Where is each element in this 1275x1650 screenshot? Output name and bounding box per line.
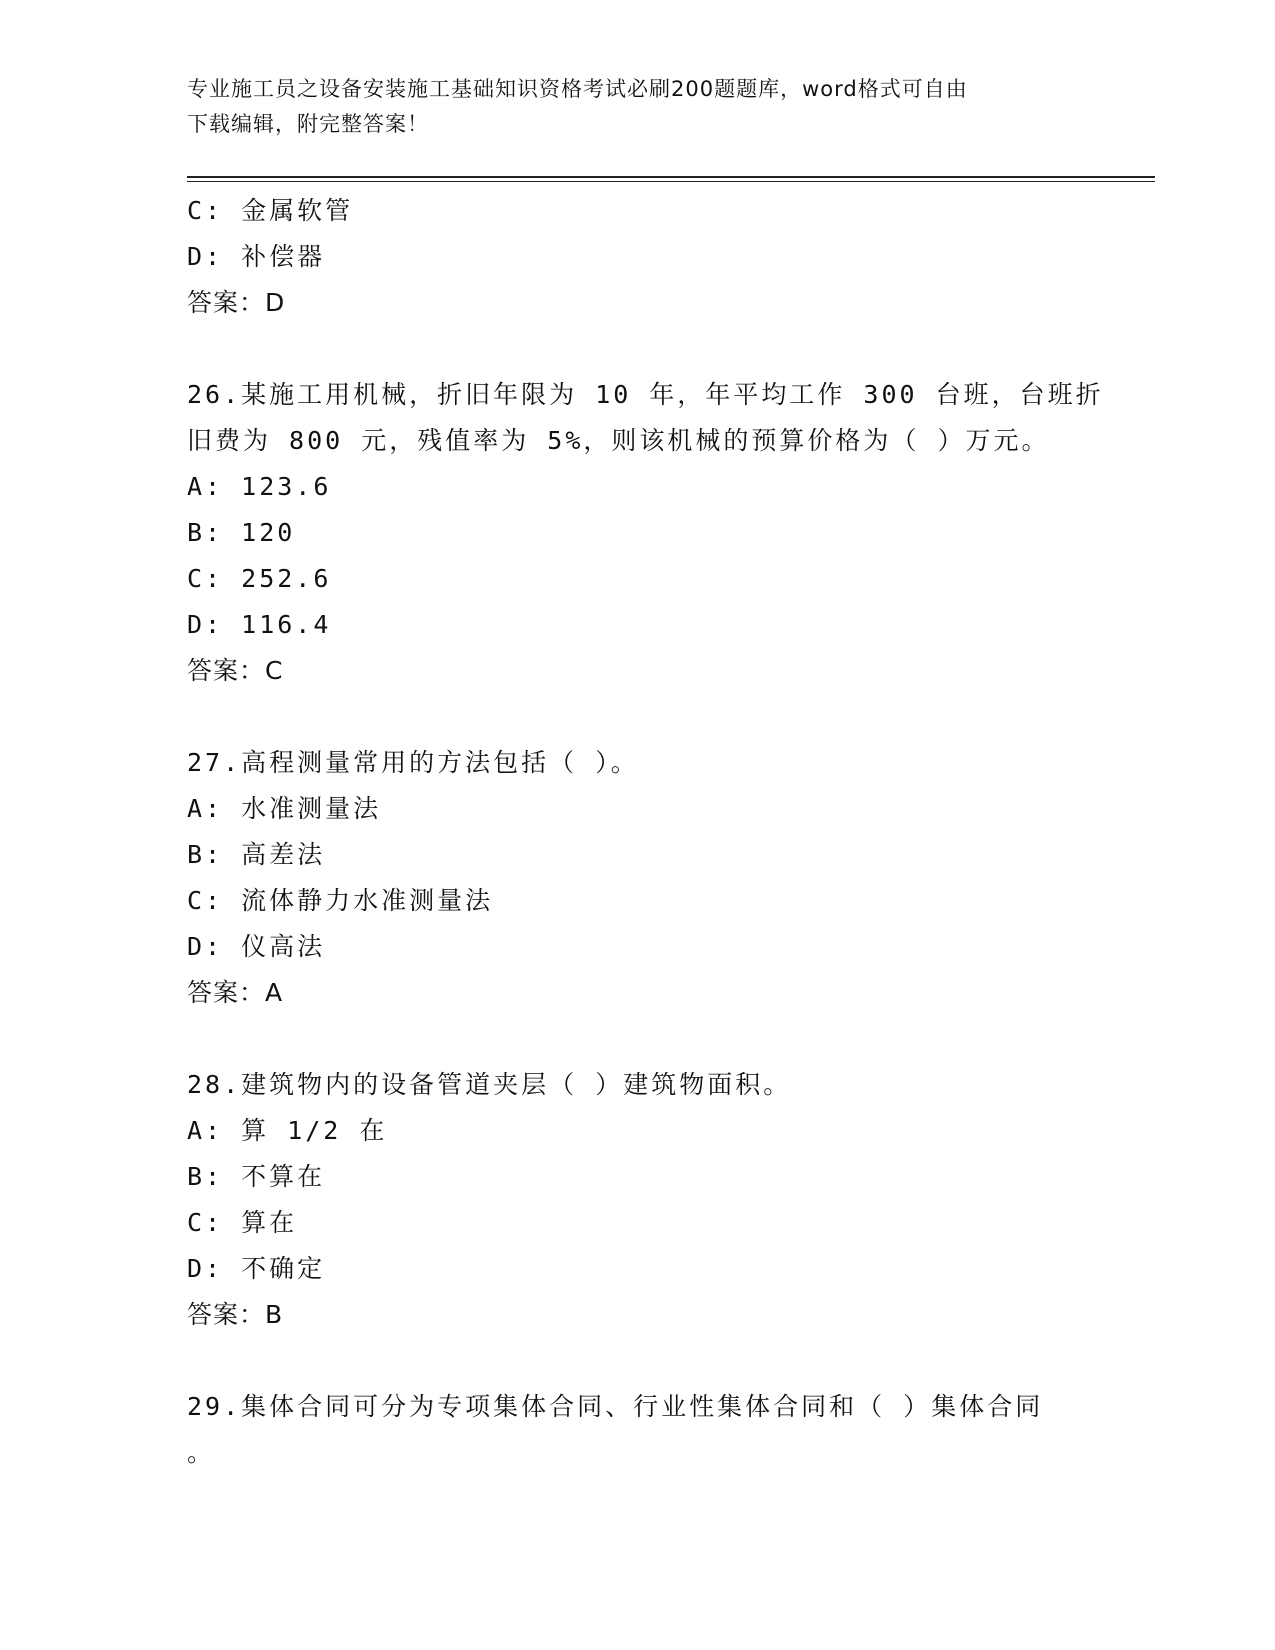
question-text: 29.集体合同可分为专项集体合同、行业性集体合同和（ ）集体合同	[187, 1392, 1044, 1421]
option-a: A: 水准测量法	[187, 794, 382, 823]
question-block-continued	[187, 188, 1087, 326]
question-block-27	[187, 740, 1087, 1016]
answer-line: 答案：D	[187, 288, 286, 317]
option-b: B: 高差法	[187, 840, 326, 869]
option-d: D: 补偿器	[187, 242, 326, 271]
option-c: C: 流体静力水准测量法	[187, 886, 494, 915]
option-d: D: 不确定	[187, 1254, 326, 1283]
question-text: 28.建筑物内的设备管道夹层（ ）建筑物面积。	[187, 1070, 792, 1099]
question-text: 。	[187, 1438, 216, 1467]
option-a: A: 算 1/2 在	[187, 1116, 388, 1145]
answer-line: 答案：C	[187, 656, 284, 685]
header-rule-thick	[187, 176, 1155, 178]
question-block-26	[187, 372, 1104, 694]
question-block-28	[187, 1062, 1087, 1338]
option-c: C: 金属软管	[187, 196, 354, 225]
question-text: 26.某施工用机械，折旧年限为 10 年，年平均工作 300 台班，台班折	[187, 380, 1104, 409]
spacer	[187, 1016, 1087, 1062]
question-block-29	[187, 1384, 1087, 1476]
document-header	[187, 72, 1087, 142]
header-line-2: 下载编辑，附完整答案！	[187, 112, 429, 136]
answer-line: 答案：A	[187, 978, 284, 1007]
option-b: B: 120	[187, 518, 296, 547]
option-d: D: 仪高法	[187, 932, 326, 961]
option-a: A: 123.6	[187, 472, 332, 501]
option-d: D: 116.4	[187, 610, 332, 639]
option-c: C: 252.6	[187, 564, 332, 593]
spacer	[187, 1338, 1087, 1384]
question-text: 旧费为 800 元，残值率为 5%，则该机械的预算价格为（ ）万元。	[187, 426, 1050, 455]
document-body	[187, 188, 1104, 1476]
option-c: C: 算在	[187, 1208, 298, 1237]
header-rule-thin	[187, 181, 1155, 182]
spacer	[187, 694, 1087, 740]
answer-line: 答案：B	[187, 1300, 284, 1329]
spacer	[187, 326, 1087, 372]
question-text: 27.高程测量常用的方法包括（ ）。	[187, 748, 639, 777]
header-line-1: 专业施工员之设备安装施工基础知识资格考试必刷200题题库，word格式可自由	[187, 77, 968, 101]
option-b: B: 不算在	[187, 1162, 326, 1191]
